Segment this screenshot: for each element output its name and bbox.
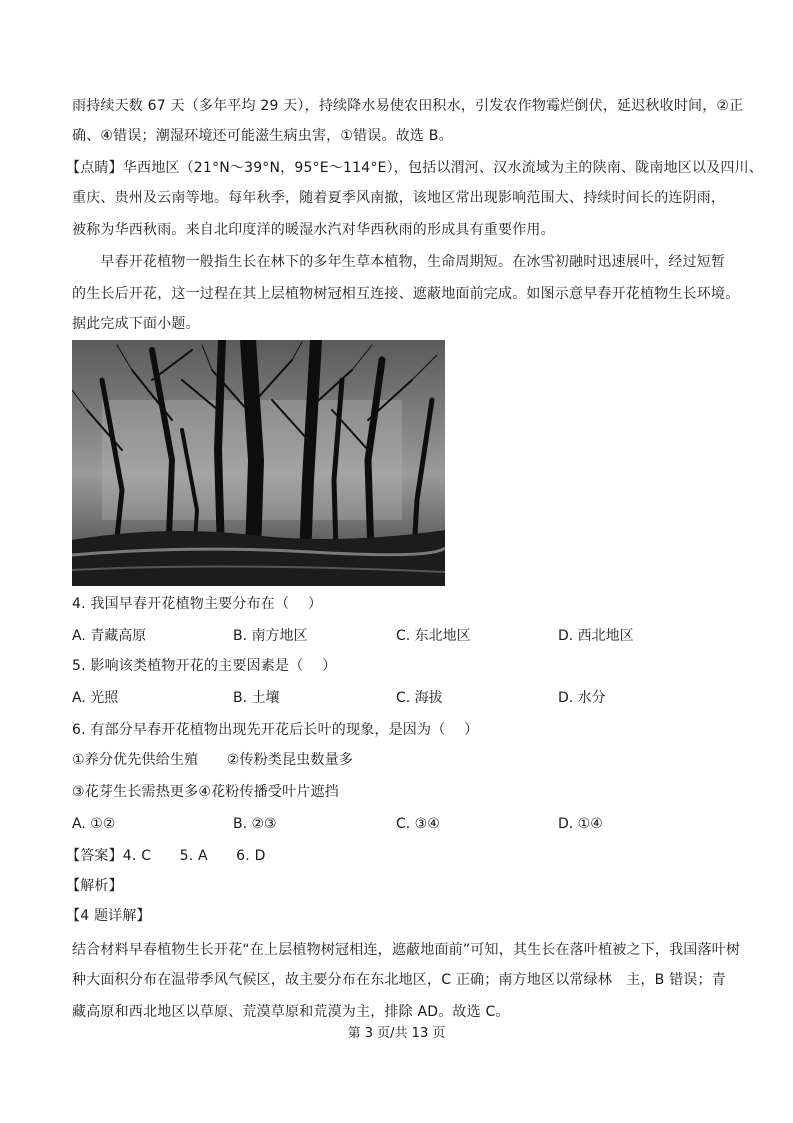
question-5-option-a: A. 光照 xyxy=(72,690,119,706)
paragraph-line: 被称为华西秋雨。来自北印度洋的暖湿水汽对华西秋雨的形成具有重要作用。 xyxy=(72,222,555,238)
question-4-option-d: D. 西北地区 xyxy=(558,628,634,644)
paragraph-line: 早春开花植物一般指生长在林下的多年生草本植物，生命周期短。在冰雪初融时迅速展叶，经过短暂 xyxy=(72,254,726,270)
paragraph-line: 的生长后开花，这一过程在其上层植物树冠相互连接、遮蔽地面前完成。如图示意早春开花植物生长环境。 xyxy=(72,286,740,302)
forest-photo xyxy=(72,340,445,586)
detail-label: 【4 题详解】 xyxy=(66,908,151,924)
analysis-label: 【解析】 xyxy=(66,878,123,894)
paragraph-line: 雨持续天数 67 天（多年平均 29 天），持续降水易使农田积水，引发农作物霉烂倒伏，延迟秋收时间，②正 xyxy=(72,98,744,114)
detail-line: 藏高原和西北地区以草原、荒漠草原和荒漠为主，排除 AD。故选 C。 xyxy=(72,1004,510,1020)
paragraph-line: 据此完成下面小题。 xyxy=(72,316,200,332)
question-5-option-d: D. 水分 xyxy=(558,690,606,706)
question-6-statements-1: ①养分优先供给生殖 ②传粉类昆虫数量多 xyxy=(72,752,354,768)
paragraph-line: 确、④错误；潮湿环境还可能滋生病虫害，①错误。故选 B。 xyxy=(72,128,453,144)
question-6-option-a: A. ①② xyxy=(72,816,116,832)
paragraph-line: 【点睛】华西地区（21°N～39°N，95°E～114°E），包括以渭河、汉水流域为主的陕南、陇南地区以及四川、 xyxy=(66,160,763,176)
question-4-option-c: C. 东北地区 xyxy=(396,628,471,644)
question-6-statements-2: ③花芽生长需热更多④花粉传播受叶片遮挡 xyxy=(72,784,339,800)
detail-line: 种大面积分布在温带季风气候区，故主要分布在东北地区，C 正确；南方地区以常绿林 主，B 错误；青 xyxy=(72,972,726,988)
question-4-stem: 4. 我国早春开花植物主要分布在（ ） xyxy=(72,596,323,612)
question-6-option-b: B. ②③ xyxy=(233,816,277,832)
question-6-option-c: C. ③④ xyxy=(396,816,440,832)
answer-line: 【答案】4. C 5. A 6. D xyxy=(66,848,266,864)
question-4-option-a: A. 青藏高原 xyxy=(72,628,147,644)
question-4-option-b: B. 南方地区 xyxy=(233,628,308,644)
question-5-stem: 5. 影响该类植物开花的主要因素是（ ） xyxy=(72,658,337,674)
page-footer: 第 3 页/共 13 页 xyxy=(347,1026,446,1041)
paragraph-line: 重庆、贵州及云南等地。每年秋季，随着夏季风南撤，该地区常出现影响范围大、持续时间长的连阴雨， xyxy=(72,190,726,206)
question-6-option-d: D. ①④ xyxy=(558,816,603,832)
question-5-option-c: C. 海拔 xyxy=(396,690,443,706)
detail-line: 结合材料早春植物生长开花“在上层植物树冠相连，遮蔽地面前”可知，其生长在落叶植被之下，我国落叶树 xyxy=(72,942,741,958)
question-5-option-b: B. 土壤 xyxy=(233,690,280,706)
question-6-stem: 6. 有部分早春开花植物出现先开花后长叶的现象，是因为（ ） xyxy=(72,722,479,738)
